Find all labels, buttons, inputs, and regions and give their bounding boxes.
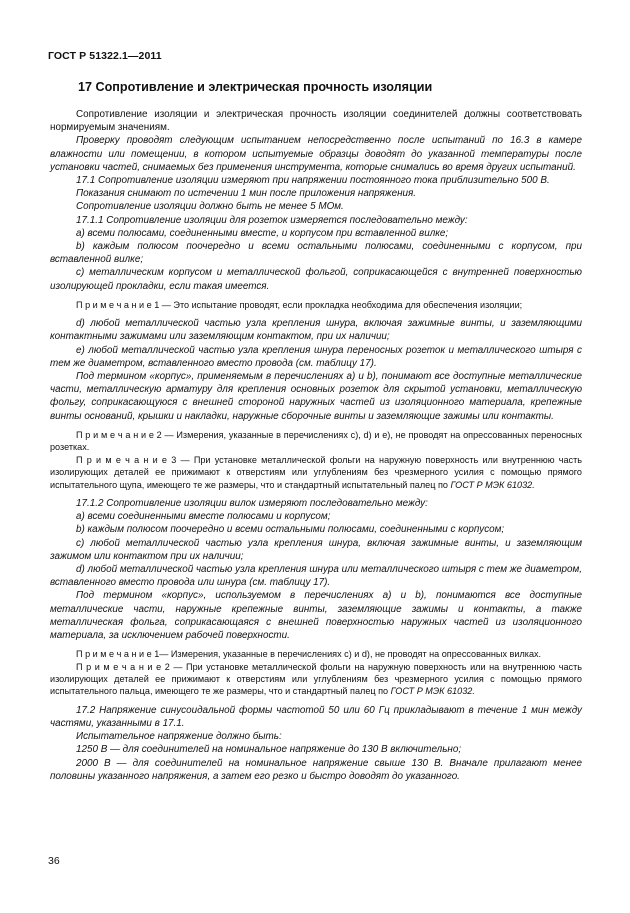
note	[50, 661, 582, 698]
list-item: b) каждым полюсом поочередно и всеми остальными полюсами, соединенными с корпусом;	[76, 524, 505, 536]
document-body	[50, 108, 582, 783]
list-item: d) любой металлической частью узла крепления шнура, включая зажимные винты, и заземляющими контактными зажимами или заземляющим контактом, при их наличии;	[50, 318, 582, 343]
standard-reference: ГОСТ Р МЭК 61032.	[390, 686, 475, 697]
note-label: П р и м е ч а н и е 2	[76, 429, 162, 440]
page-header: ГОСТ Р 51322.1—2011	[48, 50, 162, 62]
clause-17-1: 17.1 Сопротивление изоляции измеряют при напряжении постоянного тока приблизительно 500 В.	[76, 175, 550, 187]
list-item: b) каждым полюсом поочередно и всеми остальными полюсами, соединенными с корпусом, при вставленной вилке;	[50, 241, 582, 266]
paragraph: Сопротивление изоляции должно быть не менее 5 МОм.	[76, 201, 344, 213]
note-text: — При установке металлической фольги на наружную поверхность или на внутреннюю часть изолирующих деталей ее прижимают к отверстиям или углублениям без чрезмерного усилия с помощью прямого испытательного пальца, имеющего те же размеры, что и стандартный палец по	[50, 661, 582, 697]
clause-17-1-2: 17.1.2 Сопротивление изоляции вилок измеряют последовательно между:	[76, 497, 428, 509]
list-item: e) любой металлической частью узла крепления шнура переносных розеток и металлического штыря с тем же диаметром, вставленного вместо провода (см. таблицу 17).	[50, 344, 582, 369]
note	[50, 648, 582, 660]
paragraph: Испытательное напряжение должно быть:	[76, 731, 282, 743]
note-label: П р и м е ч а н и е 1	[76, 649, 160, 660]
note-label: П р и м е ч а н и е 1	[76, 299, 160, 310]
clause-17-2: 17.2 Напряжение синусоидальной формы частотой 50 или 60 Гц прикладывают в течение 1 мин между частями, указанными в 17.1.	[50, 704, 582, 729]
standard-reference: ГОСТ Р МЭК 61032.	[450, 479, 535, 490]
paragraph: Проверку проводят следующим испытанием непосредственно после испытаний по 16.3 в камере влажности или помещении, в котором испытуемые образцы доводят до указанной температуры после установки частей, снимаемых без применения инструмента, которые снимались во время других испытаний.	[50, 135, 582, 173]
note-text: — Измерения, указанные в перечислениях c), d) и e), не проводят на опрессованных переносных розетках.	[50, 429, 582, 453]
paragraph: Под термином «корпус», используемом в перечислениях a) и b), понимаются все доступные металлические части, наружные крепежные винты, заземляющие зажимы и контакты, а также металлическая фольга, соприкасающаяся с внешней поверхностью наружных частей из изоляционного материала, за исключением рабочей поверхности.	[50, 590, 582, 641]
list-item: 2000 В — для соединителей на номинальное напряжение свыше 130 В. Вначале прилагают менее половины указанного напряжения, а затем его резко и быстро доводят до указанного.	[50, 757, 582, 782]
list-item: a) всеми полюсами, соединенными вместе, и корпусом при вставленной вилке;	[76, 227, 449, 239]
note-text: — При установке металлической фольги на наружную поверхность или внутреннюю часть изолирующих деталей ее прижимают к отверстиям или углублениям без чрезмерного усилия с помощью прямого испытательного щупа, имеющего те же размеры, что и стандартный испытательный палец по	[50, 454, 582, 490]
note-text: — Измерения, указанные в перечислениях c) и d), не проводят на опрессованных вилках.	[159, 649, 542, 660]
note	[50, 429, 582, 454]
note-label: П р и м е ч а н и е 2	[76, 661, 170, 672]
list-item: c) металлическим корпусом и металлической фольгой, соприкасающейся с внутренней поверхностью изолирующей прокладки, если такая имеется.	[50, 267, 582, 292]
list-item: 1250 В — для соединителей на номинальное напряжение до 130 В включительно;	[76, 744, 462, 756]
list-item: c) любой металлической частью узла крепления шнура, включая зажимные винты, и заземляющим зажимом или контактом при их наличии;	[50, 537, 582, 562]
clause-17-1-1: 17.1.1 Сопротивление изоляции для розеток измеряется последовательно между:	[76, 214, 468, 226]
paragraph: Под термином «корпус», применяемым в перечислениях a) и b), понимают все доступные металлические части, металлическую арматуру для крепления основных розеток для скрытой установки, металлическую фольгу, соприкасающуюся с внешней стороной наружных частей из изоляционного материала, крепежные винты оснований, крышки и накладки, наружные сборочные винты и заземляющие зажимы или контакты.	[50, 371, 582, 422]
section-title: 17 Сопротивление и электрическая прочность изоляции	[78, 80, 433, 94]
note	[50, 454, 582, 491]
list-item: a) всеми соединенными вместе полюсами и корпусом;	[76, 511, 331, 523]
page-number: 36	[48, 855, 60, 867]
paragraph: Сопротивление изоляции и электрическая прочность изоляции соединителей должны соответствовать нормируемым значениям.	[50, 109, 582, 134]
note	[50, 299, 582, 311]
paragraph: Показания снимают по истечении 1 мин после приложения напряжения.	[76, 188, 417, 200]
note-text: — Это испытание проводят, если прокладка необходима для обеспечения изоляции;	[159, 299, 523, 310]
list-item: d) любой металлической частью узла крепления шнура или металлического штыря с тем же диаметром, вставленного вместо провода или шнура (см. таблицу 17).	[50, 563, 582, 589]
note-label: П р и м е ч а н и е 3	[76, 454, 177, 465]
